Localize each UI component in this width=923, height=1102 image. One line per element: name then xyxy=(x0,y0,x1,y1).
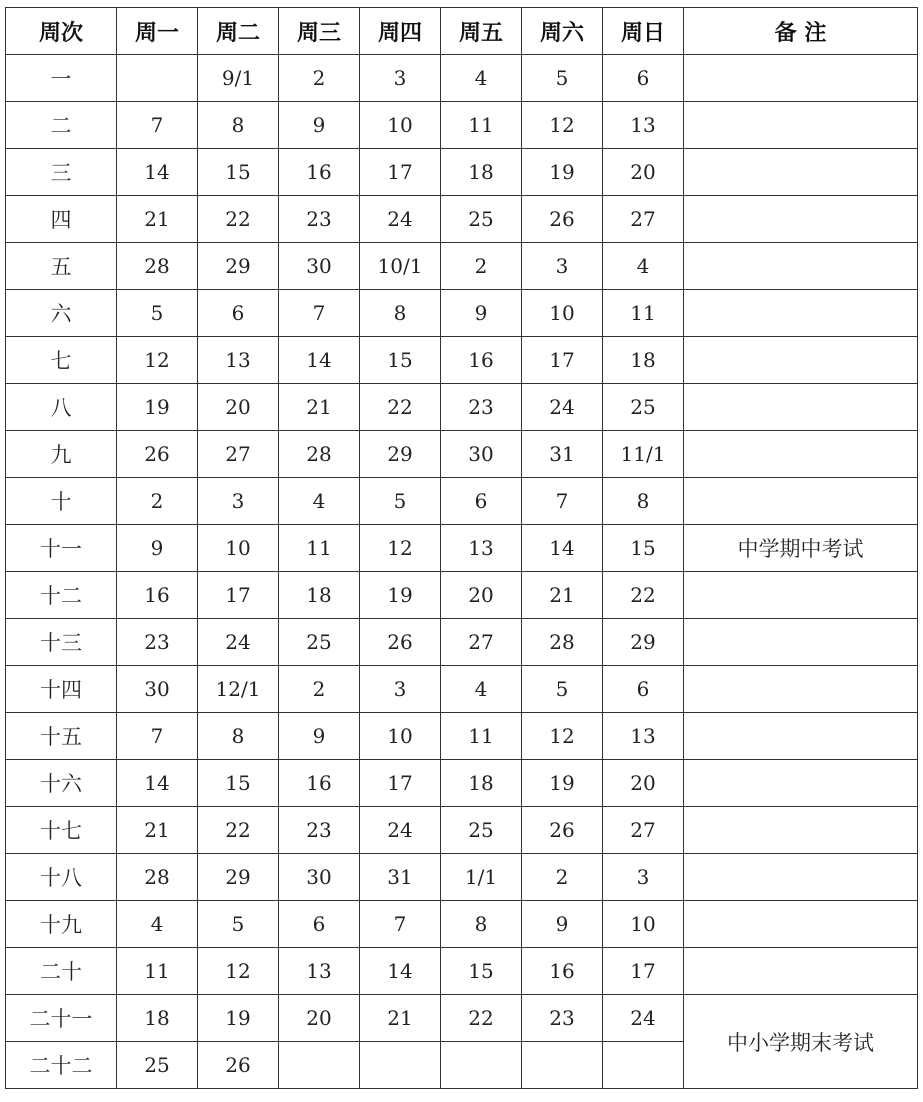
date-cell-saturday: 26 xyxy=(522,196,603,243)
date-cell-tuesday: 8 xyxy=(198,102,279,149)
week-number-cell: 十六 xyxy=(6,760,117,807)
date-cell-monday: 23 xyxy=(117,619,198,666)
date-cell-thursday: 8 xyxy=(360,290,441,337)
week-row xyxy=(6,431,918,478)
date-cell-thursday: 3 xyxy=(360,55,441,102)
date-cell-thursday: 17 xyxy=(360,760,441,807)
date-cell-sunday: 27 xyxy=(603,807,684,854)
date-cell-wednesday: 30 xyxy=(279,243,360,290)
date-cell-thursday: 29 xyxy=(360,431,441,478)
date-cell-friday: 8 xyxy=(441,901,522,948)
date-cell-wednesday: 9 xyxy=(279,102,360,149)
note-cell xyxy=(684,55,918,102)
date-cell-thursday: 31 xyxy=(360,854,441,901)
date-cell-sunday: 27 xyxy=(603,196,684,243)
date-cell-sunday: 24 xyxy=(603,995,684,1042)
note-cell xyxy=(684,384,918,431)
date-cell-thursday: 10 xyxy=(360,102,441,149)
week-number-cell: 二十二 xyxy=(6,1042,117,1089)
date-cell-thursday: 26 xyxy=(360,619,441,666)
week-number-cell: 十二 xyxy=(6,572,117,619)
note-cell xyxy=(684,901,918,948)
week-row xyxy=(6,807,918,854)
note-cell xyxy=(684,478,918,525)
date-cell-monday: 12 xyxy=(117,337,198,384)
date-cell-sunday: 18 xyxy=(603,337,684,384)
date-cell-tuesday: 9/1 xyxy=(198,55,279,102)
date-cell-tuesday: 15 xyxy=(198,149,279,196)
date-cell-wednesday: 30 xyxy=(279,854,360,901)
week-row xyxy=(6,948,918,995)
note-cell xyxy=(684,948,918,995)
week-row xyxy=(6,55,918,102)
date-cell-friday: 16 xyxy=(441,337,522,384)
week-number-cell: 六 xyxy=(6,290,117,337)
date-cell-thursday: 21 xyxy=(360,995,441,1042)
date-cell-monday: 14 xyxy=(117,760,198,807)
week-number-cell: 十七 xyxy=(6,807,117,854)
date-cell-wednesday: 21 xyxy=(279,384,360,431)
date-cell-tuesday: 13 xyxy=(198,337,279,384)
date-cell-sunday: 13 xyxy=(603,102,684,149)
date-cell-tuesday: 26 xyxy=(198,1042,279,1089)
date-cell-sunday: 10 xyxy=(603,901,684,948)
date-cell-thursday: 10 xyxy=(360,713,441,760)
date-cell-tuesday: 22 xyxy=(198,807,279,854)
date-cell-monday: 26 xyxy=(117,431,198,478)
week-number-cell: 一 xyxy=(6,55,117,102)
date-cell-friday: 22 xyxy=(441,995,522,1042)
date-cell-friday: 25 xyxy=(441,807,522,854)
date-cell-sunday: 22 xyxy=(603,572,684,619)
date-cell-monday: 7 xyxy=(117,102,198,149)
date-cell-saturday: 5 xyxy=(522,666,603,713)
date-cell-saturday xyxy=(522,1042,603,1089)
date-cell-thursday: 10/1 xyxy=(360,243,441,290)
week-number-cell: 八 xyxy=(6,384,117,431)
date-cell-sunday: 11 xyxy=(603,290,684,337)
note-cell xyxy=(684,760,918,807)
date-cell-sunday: 20 xyxy=(603,760,684,807)
header-monday: 周一 xyxy=(117,8,198,55)
note-cell xyxy=(684,243,918,290)
date-cell-thursday: 7 xyxy=(360,901,441,948)
date-cell-tuesday: 24 xyxy=(198,619,279,666)
date-cell-saturday: 31 xyxy=(522,431,603,478)
week-row xyxy=(6,149,918,196)
date-cell-saturday: 7 xyxy=(522,478,603,525)
week-row xyxy=(6,525,918,572)
date-cell-friday: 13 xyxy=(441,525,522,572)
date-cell-friday: 27 xyxy=(441,619,522,666)
date-cell-monday: 30 xyxy=(117,666,198,713)
header-row xyxy=(6,8,918,55)
week-number-cell: 十三 xyxy=(6,619,117,666)
week-number-cell: 十四 xyxy=(6,666,117,713)
date-cell-thursday xyxy=(360,1042,441,1089)
week-row xyxy=(6,243,918,290)
date-cell-wednesday: 16 xyxy=(279,760,360,807)
date-cell-friday: 18 xyxy=(441,760,522,807)
date-cell-monday: 28 xyxy=(117,243,198,290)
header-sunday: 周日 xyxy=(603,8,684,55)
note-cell xyxy=(684,149,918,196)
date-cell-friday: 18 xyxy=(441,149,522,196)
week-number-cell: 七 xyxy=(6,337,117,384)
date-cell-monday: 7 xyxy=(117,713,198,760)
week-number-cell: 三 xyxy=(6,149,117,196)
date-cell-wednesday: 9 xyxy=(279,713,360,760)
date-cell-tuesday: 12/1 xyxy=(198,666,279,713)
date-cell-saturday: 23 xyxy=(522,995,603,1042)
note-cell xyxy=(684,290,918,337)
date-cell-sunday: 15 xyxy=(603,525,684,572)
date-cell-tuesday: 17 xyxy=(198,572,279,619)
date-cell-saturday: 3 xyxy=(522,243,603,290)
date-cell-tuesday: 6 xyxy=(198,290,279,337)
date-cell-tuesday: 8 xyxy=(198,713,279,760)
date-cell-friday: 9 xyxy=(441,290,522,337)
date-cell-saturday: 9 xyxy=(522,901,603,948)
date-cell-friday: 1/1 xyxy=(441,854,522,901)
note-cell xyxy=(684,619,918,666)
date-cell-wednesday: 18 xyxy=(279,572,360,619)
date-cell-tuesday: 29 xyxy=(198,854,279,901)
week-number-cell: 十八 xyxy=(6,854,117,901)
date-cell-tuesday: 27 xyxy=(198,431,279,478)
week-row xyxy=(6,290,918,337)
date-cell-sunday: 4 xyxy=(603,243,684,290)
note-cell: 中小学期末考试 xyxy=(684,995,918,1089)
date-cell-saturday: 21 xyxy=(522,572,603,619)
note-cell xyxy=(684,337,918,384)
week-number-cell: 十一 xyxy=(6,525,117,572)
date-cell-wednesday: 23 xyxy=(279,807,360,854)
date-cell-sunday: 8 xyxy=(603,478,684,525)
week-row xyxy=(6,337,918,384)
date-cell-wednesday: 7 xyxy=(279,290,360,337)
week-row xyxy=(6,572,918,619)
note-cell xyxy=(684,102,918,149)
date-cell-monday: 16 xyxy=(117,572,198,619)
date-cell-wednesday: 2 xyxy=(279,666,360,713)
date-cell-sunday: 29 xyxy=(603,619,684,666)
date-cell-friday: 30 xyxy=(441,431,522,478)
date-cell-tuesday: 3 xyxy=(198,478,279,525)
date-cell-tuesday: 10 xyxy=(198,525,279,572)
date-cell-friday: 15 xyxy=(441,948,522,995)
date-cell-sunday: 20 xyxy=(603,149,684,196)
date-cell-saturday: 12 xyxy=(522,102,603,149)
date-cell-monday: 21 xyxy=(117,196,198,243)
date-cell-thursday: 24 xyxy=(360,807,441,854)
note-cell xyxy=(684,807,918,854)
note-cell xyxy=(684,431,918,478)
date-cell-sunday: 13 xyxy=(603,713,684,760)
week-row xyxy=(6,619,918,666)
date-cell-tuesday: 12 xyxy=(198,948,279,995)
header-friday: 周五 xyxy=(441,8,522,55)
date-cell-monday: 4 xyxy=(117,901,198,948)
week-number-cell: 九 xyxy=(6,431,117,478)
date-cell-saturday: 19 xyxy=(522,760,603,807)
date-cell-saturday: 17 xyxy=(522,337,603,384)
week-row xyxy=(6,995,918,1042)
note-cell xyxy=(684,196,918,243)
date-cell-thursday: 3 xyxy=(360,666,441,713)
date-cell-friday: 11 xyxy=(441,713,522,760)
week-row xyxy=(6,854,918,901)
date-cell-friday: 4 xyxy=(441,666,522,713)
date-cell-saturday: 26 xyxy=(522,807,603,854)
week-row xyxy=(6,196,918,243)
date-cell-monday: 25 xyxy=(117,1042,198,1089)
date-cell-monday: 18 xyxy=(117,995,198,1042)
note-cell xyxy=(684,666,918,713)
date-cell-wednesday: 25 xyxy=(279,619,360,666)
week-number-cell: 五 xyxy=(6,243,117,290)
week-row xyxy=(6,901,918,948)
date-cell-saturday: 5 xyxy=(522,55,603,102)
date-cell-wednesday: 4 xyxy=(279,478,360,525)
school-calendar-table xyxy=(5,7,918,1089)
date-cell-friday: 20 xyxy=(441,572,522,619)
date-cell-monday: 11 xyxy=(117,948,198,995)
date-cell-wednesday: 14 xyxy=(279,337,360,384)
date-cell-wednesday: 23 xyxy=(279,196,360,243)
date-cell-sunday: 3 xyxy=(603,854,684,901)
week-number-cell: 十九 xyxy=(6,901,117,948)
date-cell-friday: 25 xyxy=(441,196,522,243)
week-row xyxy=(6,666,918,713)
date-cell-saturday: 2 xyxy=(522,854,603,901)
date-cell-wednesday: 28 xyxy=(279,431,360,478)
date-cell-thursday: 15 xyxy=(360,337,441,384)
note-cell xyxy=(684,713,918,760)
week-row xyxy=(6,713,918,760)
header-wednesday: 周三 xyxy=(279,8,360,55)
date-cell-sunday: 6 xyxy=(603,55,684,102)
date-cell-sunday: 25 xyxy=(603,384,684,431)
date-cell-friday: 23 xyxy=(441,384,522,431)
date-cell-saturday: 14 xyxy=(522,525,603,572)
date-cell-monday: 21 xyxy=(117,807,198,854)
date-cell-sunday xyxy=(603,1042,684,1089)
date-cell-saturday: 10 xyxy=(522,290,603,337)
date-cell-wednesday: 16 xyxy=(279,149,360,196)
date-cell-monday: 9 xyxy=(117,525,198,572)
date-cell-saturday: 12 xyxy=(522,713,603,760)
date-cell-friday xyxy=(441,1042,522,1089)
week-row xyxy=(6,760,918,807)
date-cell-friday: 6 xyxy=(441,478,522,525)
header-notes: 备 注 xyxy=(684,8,918,55)
date-cell-tuesday: 22 xyxy=(198,196,279,243)
week-number-cell: 二十 xyxy=(6,948,117,995)
header-saturday: 周六 xyxy=(522,8,603,55)
week-row xyxy=(6,478,918,525)
date-cell-thursday: 17 xyxy=(360,149,441,196)
date-cell-thursday: 24 xyxy=(360,196,441,243)
header-thursday: 周四 xyxy=(360,8,441,55)
week-number-cell: 十 xyxy=(6,478,117,525)
date-cell-tuesday: 5 xyxy=(198,901,279,948)
date-cell-tuesday: 19 xyxy=(198,995,279,1042)
date-cell-saturday: 24 xyxy=(522,384,603,431)
week-number-cell: 四 xyxy=(6,196,117,243)
header-tuesday: 周二 xyxy=(198,8,279,55)
week-number-cell: 二 xyxy=(6,102,117,149)
date-cell-wednesday: 11 xyxy=(279,525,360,572)
date-cell-wednesday: 6 xyxy=(279,901,360,948)
date-cell-saturday: 28 xyxy=(522,619,603,666)
date-cell-tuesday: 29 xyxy=(198,243,279,290)
date-cell-thursday: 14 xyxy=(360,948,441,995)
date-cell-monday xyxy=(117,55,198,102)
week-number-cell: 十五 xyxy=(6,713,117,760)
note-cell: 中学期中考试 xyxy=(684,525,918,572)
date-cell-monday: 28 xyxy=(117,854,198,901)
date-cell-monday: 2 xyxy=(117,478,198,525)
date-cell-friday: 2 xyxy=(441,243,522,290)
note-cell xyxy=(684,572,918,619)
week-row xyxy=(6,102,918,149)
week-row xyxy=(6,384,918,431)
date-cell-tuesday: 20 xyxy=(198,384,279,431)
date-cell-wednesday: 20 xyxy=(279,995,360,1042)
date-cell-wednesday xyxy=(279,1042,360,1089)
week-number-cell: 二十一 xyxy=(6,995,117,1042)
date-cell-friday: 4 xyxy=(441,55,522,102)
date-cell-sunday: 17 xyxy=(603,948,684,995)
date-cell-monday: 19 xyxy=(117,384,198,431)
date-cell-monday: 5 xyxy=(117,290,198,337)
date-cell-thursday: 19 xyxy=(360,572,441,619)
date-cell-monday: 14 xyxy=(117,149,198,196)
date-cell-saturday: 16 xyxy=(522,948,603,995)
date-cell-tuesday: 15 xyxy=(198,760,279,807)
header-week: 周次 xyxy=(6,8,117,55)
date-cell-sunday: 11/1 xyxy=(603,431,684,478)
date-cell-sunday: 6 xyxy=(603,666,684,713)
date-cell-saturday: 19 xyxy=(522,149,603,196)
date-cell-wednesday: 2 xyxy=(279,55,360,102)
date-cell-thursday: 5 xyxy=(360,478,441,525)
date-cell-thursday: 12 xyxy=(360,525,441,572)
date-cell-thursday: 22 xyxy=(360,384,441,431)
date-cell-friday: 11 xyxy=(441,102,522,149)
note-cell xyxy=(684,854,918,901)
date-cell-wednesday: 13 xyxy=(279,948,360,995)
